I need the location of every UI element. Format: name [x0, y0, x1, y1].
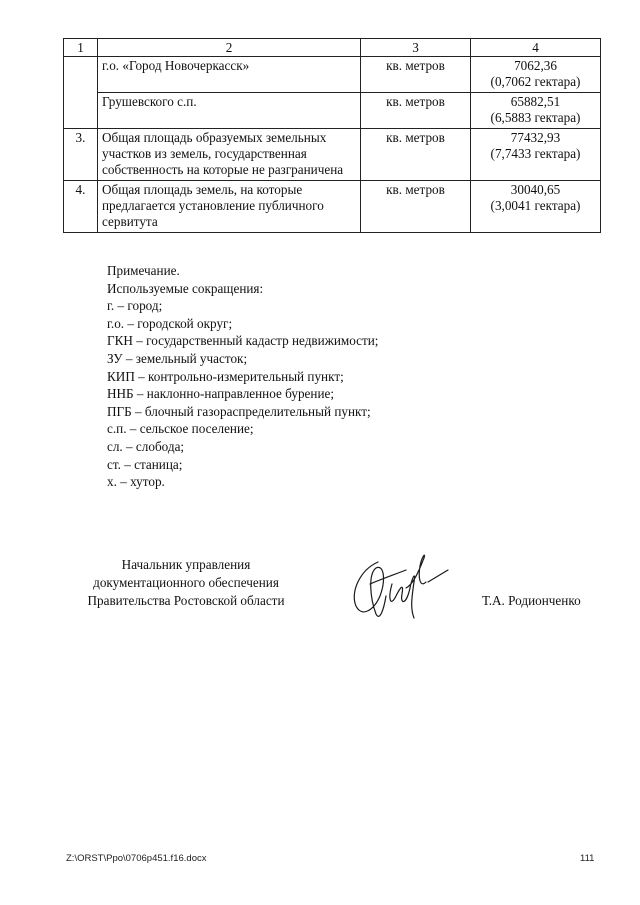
- notes-title: Примечание.: [107, 263, 180, 278]
- abbreviation-item: с.п. – сельское поселение;: [107, 421, 254, 437]
- row-unit: кв. метров: [361, 93, 471, 129]
- row-value-hectares: (6,5883 гектара): [490, 110, 581, 125]
- row-unit: кв. метров: [361, 181, 471, 233]
- signatory-title-line: Правительства Ростовской области: [87, 593, 285, 608]
- abbreviation-item: г.о. – городской округ;: [107, 315, 233, 331]
- row-description: Грушевского с.п.: [98, 93, 361, 129]
- row-number-cell: 4.: [64, 181, 98, 233]
- row-value-hectares: (7,7433 гектара): [490, 146, 581, 161]
- notes-section: [107, 262, 378, 491]
- row-description: Общая площадь земель, на которые предлагается установление публичного сервитута: [98, 181, 361, 233]
- abbreviation-item: сл. – слобода;: [107, 438, 185, 454]
- signatory-title-line: документационного обеспечения: [93, 575, 279, 590]
- signatory-title-line: Начальник управления: [121, 557, 251, 572]
- row-unit: кв. метров: [361, 57, 471, 93]
- signer-name: Т.А. Родионченко: [482, 593, 581, 608]
- row-number-cell: 3.: [64, 129, 98, 181]
- row-value: 30040,65: [510, 182, 561, 197]
- abbreviation-item: ЗУ – земельный участок;: [107, 350, 248, 366]
- area-table: [63, 38, 601, 233]
- abbreviation-item: ННБ – наклонно-направленное бурение;: [107, 386, 335, 402]
- abbreviation-item: х. – хутор.: [107, 474, 165, 490]
- row-value: 77432,93: [510, 130, 561, 145]
- abbreviation-item: ПГБ – блочный газораспределительный пункт;: [107, 403, 371, 419]
- row-value-cell: [471, 181, 601, 233]
- header-cell: 4: [471, 39, 601, 57]
- table-row: [64, 181, 601, 233]
- header-cell: 3: [361, 39, 471, 57]
- table-header-row: [64, 39, 601, 57]
- row-description: Общая площадь образуемых земельных участков из земель, государственная собственность на которые не разграничена: [98, 129, 361, 181]
- row-number-cell: [64, 57, 98, 129]
- row-value-cell: [471, 129, 601, 181]
- abbreviation-item: КИП – контрольно-измерительный пункт;: [107, 368, 344, 384]
- page-number: 111: [580, 853, 595, 864]
- header-cell: 2: [98, 39, 361, 57]
- table-row: [64, 57, 601, 93]
- row-value-cell: [471, 57, 601, 93]
- row-value-hectares: (0,7062 гектара): [490, 74, 581, 89]
- abbreviation-item: ст. – станица;: [107, 456, 183, 472]
- row-value: 7062,36: [514, 58, 557, 73]
- row-unit: кв. метров: [361, 129, 471, 181]
- footer-file-path: Z:\ORST\Ppo\0706p451.f16.docx: [66, 853, 207, 864]
- abbreviation-item: ГКН – государственный кадастр недвижимости;: [107, 333, 379, 349]
- table-row: [64, 93, 601, 129]
- header-cell: 1: [64, 39, 98, 57]
- table-row: [64, 129, 601, 181]
- row-value: 65882,51: [510, 94, 561, 109]
- row-value-cell: [471, 93, 601, 129]
- signatory-title: [60, 556, 312, 610]
- abbreviation-item: г. – город;: [107, 298, 163, 314]
- row-value-hectares: (3,0041 гектара): [490, 198, 581, 213]
- handwritten-signature: [340, 548, 455, 624]
- row-description: г.о. «Город Новочеркасск»: [98, 57, 361, 93]
- notes-intro: Используемые сокращения:: [107, 280, 264, 296]
